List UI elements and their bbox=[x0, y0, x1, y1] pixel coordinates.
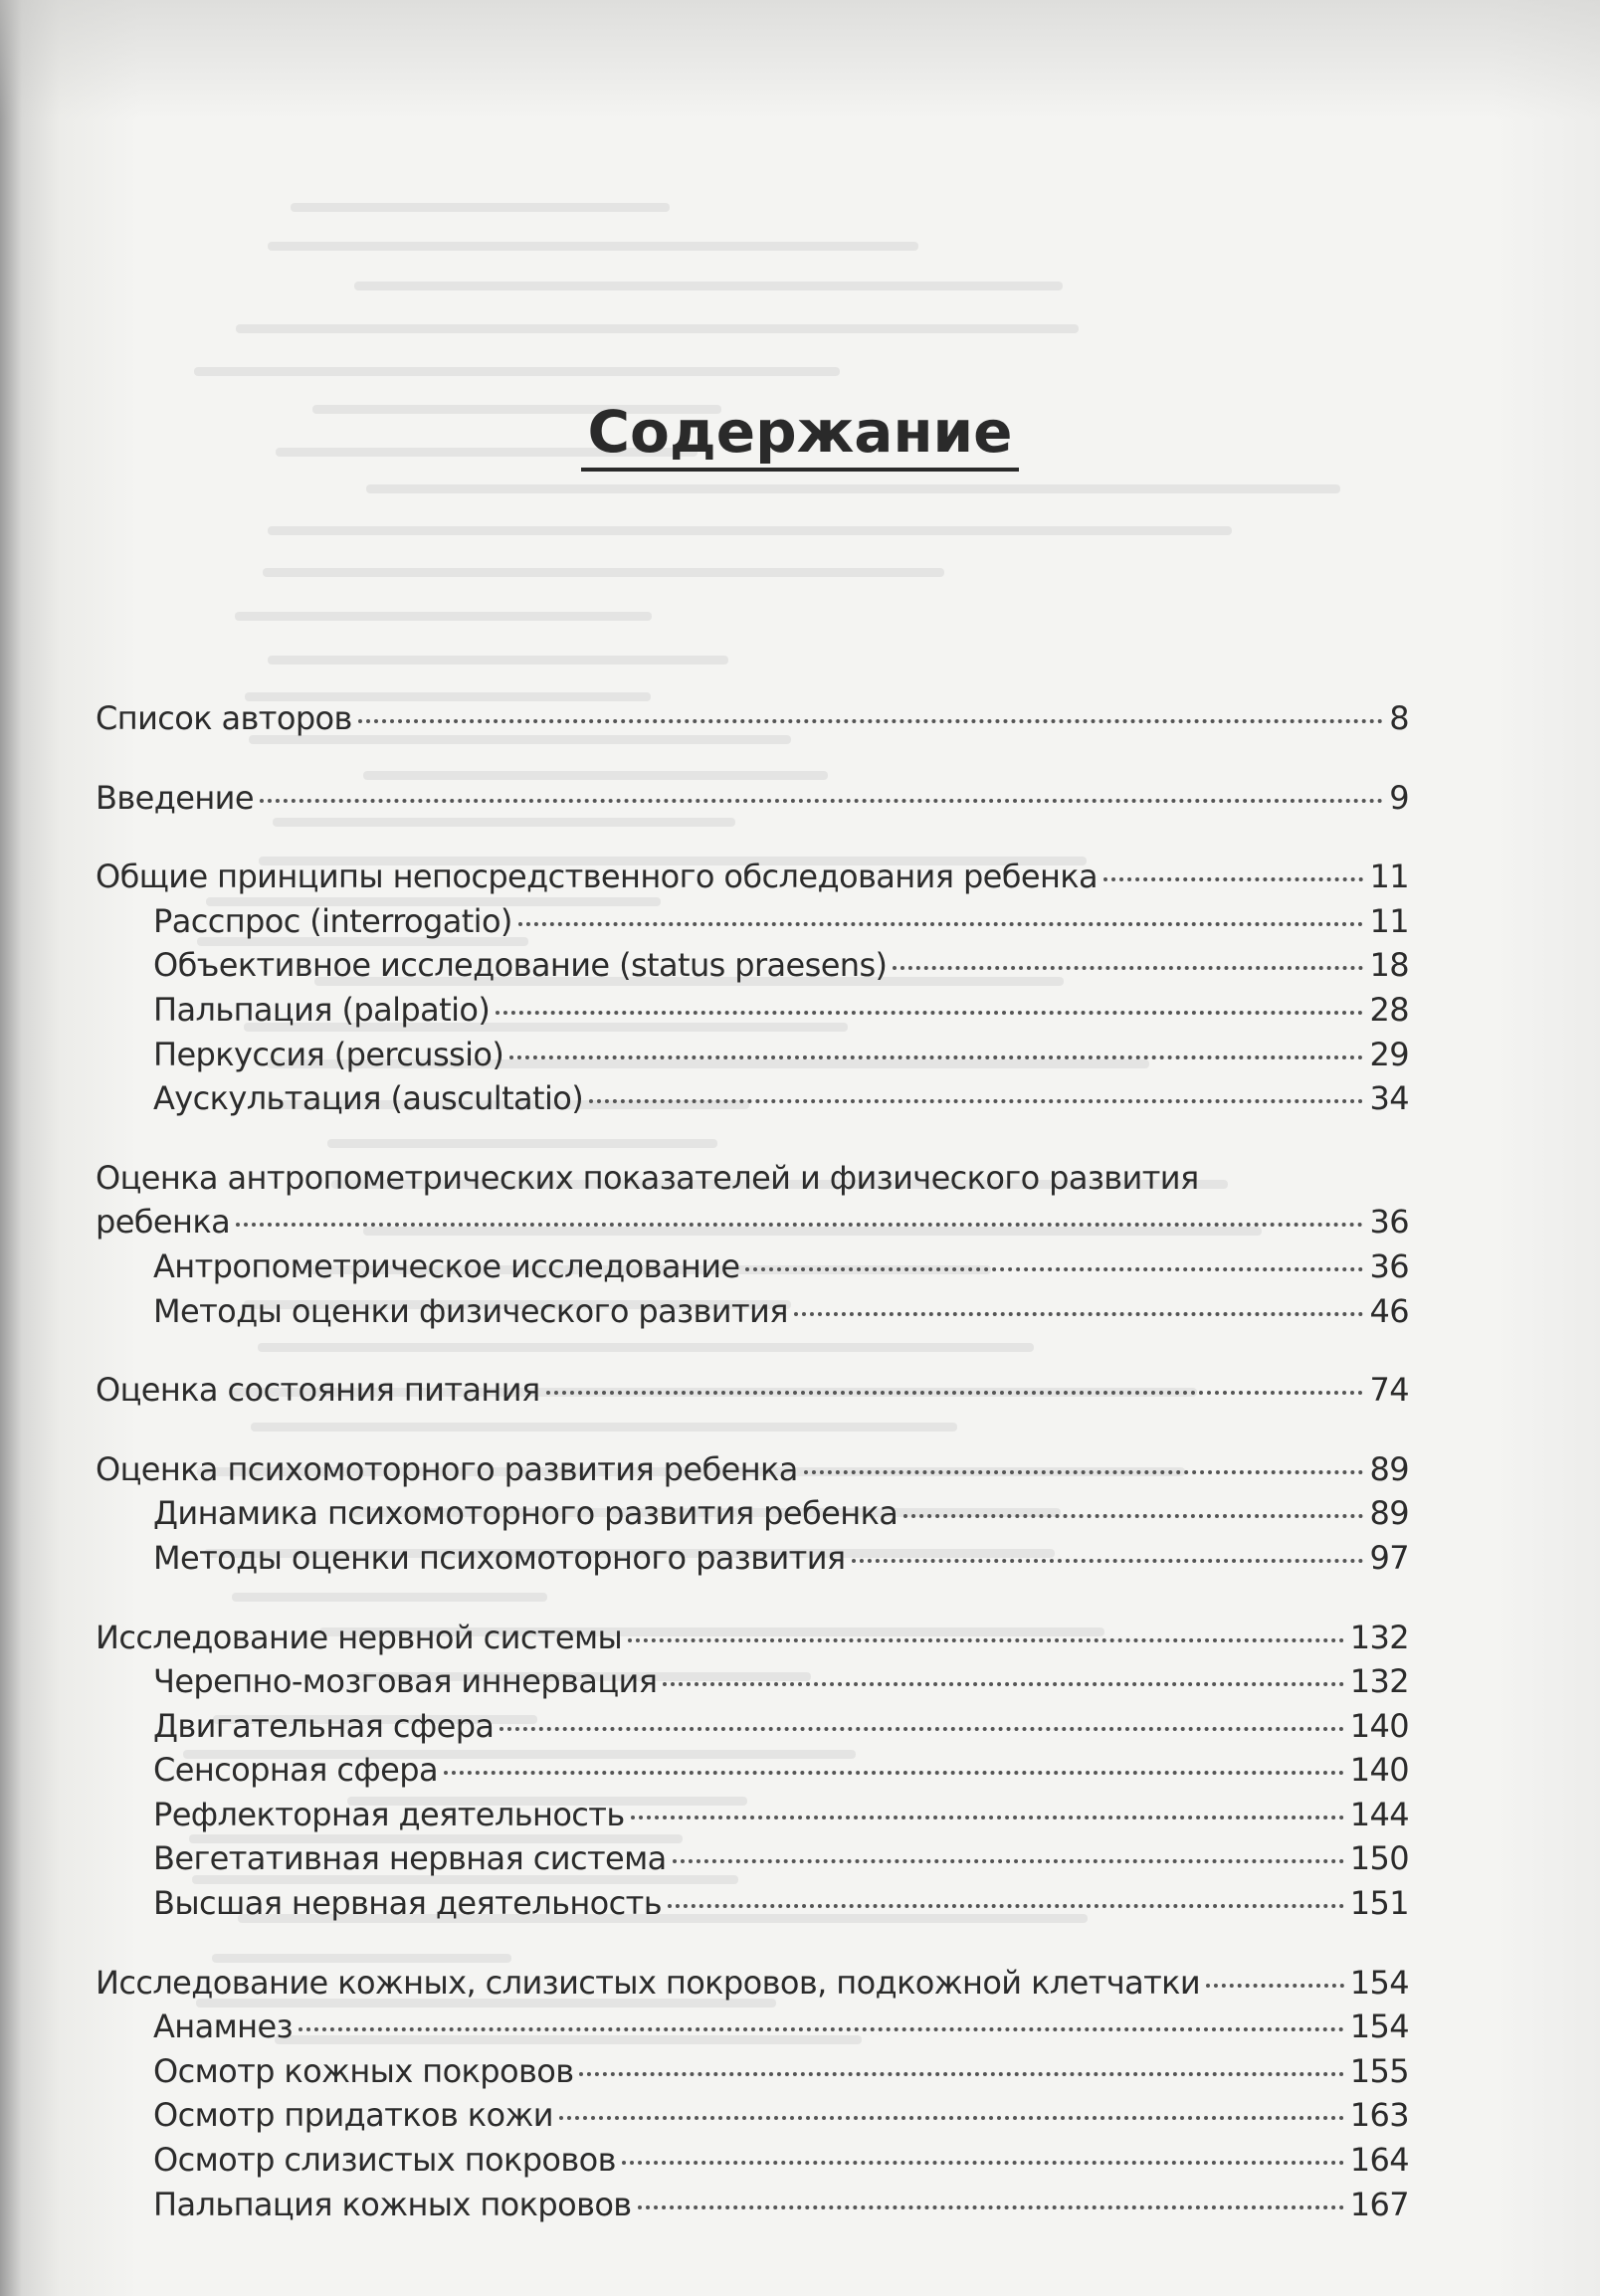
toc-page-number: 74 bbox=[1369, 1371, 1409, 1410]
dot-leader bbox=[852, 1559, 1364, 1563]
toc-entry[interactable] bbox=[96, 1961, 1409, 2006]
toc-entry-label: Осмотр придатков кожи bbox=[153, 2096, 553, 2135]
bleed-through-line bbox=[194, 367, 840, 376]
toc-entry-label: Общие принципы непосредственного обследования ребенка bbox=[96, 858, 1099, 896]
toc-entry-label: Оценка состояния питания bbox=[96, 1371, 540, 1410]
scan-shadow bbox=[0, 0, 1600, 119]
bleed-through-line bbox=[263, 568, 944, 577]
dot-leader bbox=[631, 1816, 1344, 1819]
toc-entry[interactable] bbox=[96, 1616, 1409, 1660]
toc-entry-label: Антропометрическое исследование bbox=[153, 1246, 740, 1285]
dot-leader bbox=[622, 2161, 1344, 2165]
toc-entry-label: Осмотр слизистых покровов bbox=[153, 2141, 616, 2180]
dot-leader bbox=[668, 1904, 1344, 1908]
dot-leader bbox=[444, 1771, 1344, 1775]
toc-section bbox=[96, 1447, 1409, 1581]
toc-section bbox=[96, 855, 1409, 1121]
toc-subentry[interactable] bbox=[96, 988, 1409, 1033]
toc-section bbox=[96, 776, 1409, 821]
toc-page-number: 154 bbox=[1349, 2008, 1409, 2046]
toc-entry-label: Введение bbox=[96, 778, 254, 817]
page-title bbox=[0, 398, 1600, 472]
toc-page-number: 163 bbox=[1349, 2096, 1409, 2135]
dot-leader bbox=[500, 1727, 1343, 1731]
toc-subentry[interactable] bbox=[96, 1704, 1409, 1749]
toc-entry[interactable] bbox=[96, 855, 1409, 899]
dot-leader bbox=[745, 1267, 1363, 1271]
toc-page-number: 132 bbox=[1349, 1618, 1409, 1656]
dot-leader bbox=[509, 1055, 1363, 1059]
dot-leader bbox=[496, 1011, 1363, 1015]
toc-entry-label: Расспрос (interrogatio) bbox=[153, 901, 512, 940]
dot-leader bbox=[903, 1514, 1363, 1518]
toc-entry-label: Осмотр кожных покровов bbox=[153, 2051, 574, 2090]
toc-entry-label: Аускультация (auscultatio) bbox=[153, 1079, 584, 1118]
bleed-through-line bbox=[235, 612, 652, 621]
toc-entry-label: Черепно-мозговая иннервация bbox=[153, 1662, 658, 1701]
toc-entry[interactable] bbox=[96, 776, 1409, 821]
dot-leader bbox=[893, 966, 1363, 970]
toc-page-number: 144 bbox=[1349, 1795, 1409, 1833]
dot-leader bbox=[518, 922, 1364, 926]
toc-subentry[interactable] bbox=[96, 1033, 1409, 1077]
toc-entry-label: Анамнез bbox=[153, 2008, 293, 2046]
toc-section bbox=[96, 1961, 1409, 2227]
toc-entry-label: Рефлекторная деятельность bbox=[153, 1795, 625, 1833]
bleed-through-line bbox=[236, 324, 1079, 333]
toc-page-number: 154 bbox=[1349, 1963, 1409, 2002]
dot-leader bbox=[1103, 877, 1363, 881]
toc-page-number: 11 bbox=[1369, 901, 1409, 940]
bleed-through-line bbox=[268, 656, 728, 665]
toc-entry-label: Исследование кожных, слизистых покровов, подкожной клетчатки bbox=[96, 1963, 1201, 2002]
bleed-through-line bbox=[291, 203, 670, 212]
dot-leader bbox=[794, 1312, 1364, 1316]
dot-leader bbox=[559, 2116, 1344, 2120]
toc-subentry[interactable] bbox=[96, 1836, 1409, 1881]
toc-page-number: 132 bbox=[1349, 1662, 1409, 1701]
toc-subentry[interactable] bbox=[96, 2093, 1409, 2138]
bleed-through-line bbox=[354, 282, 1064, 290]
toc-page-number: 151 bbox=[1349, 1884, 1409, 1923]
toc-page-number: 8 bbox=[1389, 699, 1409, 737]
toc-subentry[interactable] bbox=[96, 1659, 1409, 1704]
toc-entry-label: Методы оценки физического развития bbox=[153, 1291, 788, 1330]
toc-subentry[interactable] bbox=[96, 1289, 1409, 1334]
toc-subentry[interactable] bbox=[96, 2005, 1409, 2049]
toc-page-number: 18 bbox=[1369, 946, 1409, 985]
toc-entry[interactable] bbox=[96, 696, 1409, 741]
dot-leader bbox=[260, 799, 1383, 803]
dot-leader bbox=[299, 2027, 1344, 2031]
toc-page-number: 34 bbox=[1369, 1079, 1409, 1118]
toc-subentry[interactable] bbox=[96, 2138, 1409, 2183]
toc-page-number: 29 bbox=[1369, 1035, 1409, 1073]
toc-entry-label: Пальпация кожных покровов bbox=[153, 2185, 632, 2223]
toc-page-number: 167 bbox=[1349, 2185, 1409, 2223]
toc-subentry[interactable] bbox=[96, 1793, 1409, 1837]
dot-leader bbox=[628, 1638, 1344, 1642]
toc-entry-label: Исследование нервной системы bbox=[96, 1618, 623, 1656]
toc-section bbox=[96, 1616, 1409, 1926]
toc-page-number: 97 bbox=[1369, 1538, 1409, 1577]
toc-page-number: 89 bbox=[1369, 1494, 1409, 1533]
dot-leader bbox=[663, 1682, 1343, 1686]
toc-section bbox=[96, 696, 1409, 741]
toc-section bbox=[96, 1156, 1409, 1333]
toc-entry[interactable] bbox=[96, 1200, 1409, 1244]
bleed-through-line bbox=[268, 526, 1232, 535]
toc-page-number: 36 bbox=[1369, 1246, 1409, 1285]
toc-page-number: 164 bbox=[1349, 2141, 1409, 2180]
toc-entry-label: Пальпация (palpatio) bbox=[153, 990, 491, 1029]
toc-entry-label: Перкуссия (percussio) bbox=[153, 1035, 504, 1073]
dot-leader bbox=[236, 1223, 1363, 1227]
toc-page-number: 140 bbox=[1349, 1706, 1409, 1745]
toc-entry-label: Методы оценки психомоторного развития bbox=[153, 1538, 846, 1577]
dot-leader bbox=[589, 1099, 1363, 1103]
toc-entry-label: Оценка психомоторного развития ребенка bbox=[96, 1449, 798, 1488]
toc-entry-label: Динамика психомоторного развития ребенка bbox=[153, 1494, 899, 1533]
toc-page-number: 46 bbox=[1369, 1291, 1409, 1330]
bleed-through-line bbox=[268, 242, 918, 251]
toc-entry-label: Объективное исследование (status praesens) bbox=[153, 946, 888, 985]
bleed-through-line bbox=[366, 484, 1340, 493]
page-title-text: Содержание bbox=[581, 398, 1018, 472]
toc-subentry[interactable] bbox=[96, 943, 1409, 988]
toc-entry-label: Список авторов bbox=[96, 699, 352, 737]
toc-subentry[interactable] bbox=[96, 1881, 1409, 1926]
toc-subentry[interactable] bbox=[96, 2049, 1409, 2094]
toc-section bbox=[96, 1368, 1409, 1413]
table-of-contents bbox=[96, 696, 1409, 2261]
toc-entry-label: Сенсорная сфера bbox=[153, 1751, 438, 1790]
toc-page-number: 28 bbox=[1369, 990, 1409, 1029]
toc-entry[interactable] bbox=[96, 1368, 1409, 1413]
toc-page-number: 89 bbox=[1369, 1449, 1409, 1488]
toc-entry-label: ребенка bbox=[96, 1203, 231, 1242]
toc-page-number: 9 bbox=[1389, 778, 1409, 817]
toc-subentry[interactable] bbox=[96, 2183, 1409, 2227]
dot-leader bbox=[1206, 1984, 1344, 1988]
dot-leader bbox=[804, 1470, 1364, 1474]
toc-page-number: 150 bbox=[1349, 1839, 1409, 1878]
toc-subentry[interactable] bbox=[96, 1491, 1409, 1536]
toc-subentry[interactable] bbox=[96, 1076, 1409, 1121]
toc-subentry[interactable] bbox=[96, 1748, 1409, 1793]
toc-subentry[interactable] bbox=[96, 899, 1409, 944]
toc-page-number: 155 bbox=[1349, 2051, 1409, 2090]
dot-leader bbox=[546, 1391, 1364, 1395]
toc-page-number: 11 bbox=[1369, 858, 1409, 896]
toc-subentry[interactable] bbox=[96, 1536, 1409, 1581]
toc-entry-label: Двигательная сфера bbox=[153, 1706, 495, 1745]
toc-entry-label: Вегетативная нервная система bbox=[153, 1839, 667, 1878]
dot-leader bbox=[358, 719, 1383, 723]
toc-entry[interactable] bbox=[96, 1447, 1409, 1492]
toc-subentry[interactable] bbox=[96, 1244, 1409, 1289]
dot-leader bbox=[673, 1859, 1344, 1863]
toc-page-number: 140 bbox=[1349, 1751, 1409, 1790]
dot-leader bbox=[579, 2072, 1343, 2076]
toc-entry-label: Высшая нервная деятельность bbox=[153, 1884, 662, 1923]
dot-leader bbox=[638, 2205, 1344, 2209]
toc-page-number: 36 bbox=[1369, 1203, 1409, 1242]
toc-entry-title-line: Оценка антропометрических показателей и физического развития bbox=[96, 1158, 1199, 1197]
